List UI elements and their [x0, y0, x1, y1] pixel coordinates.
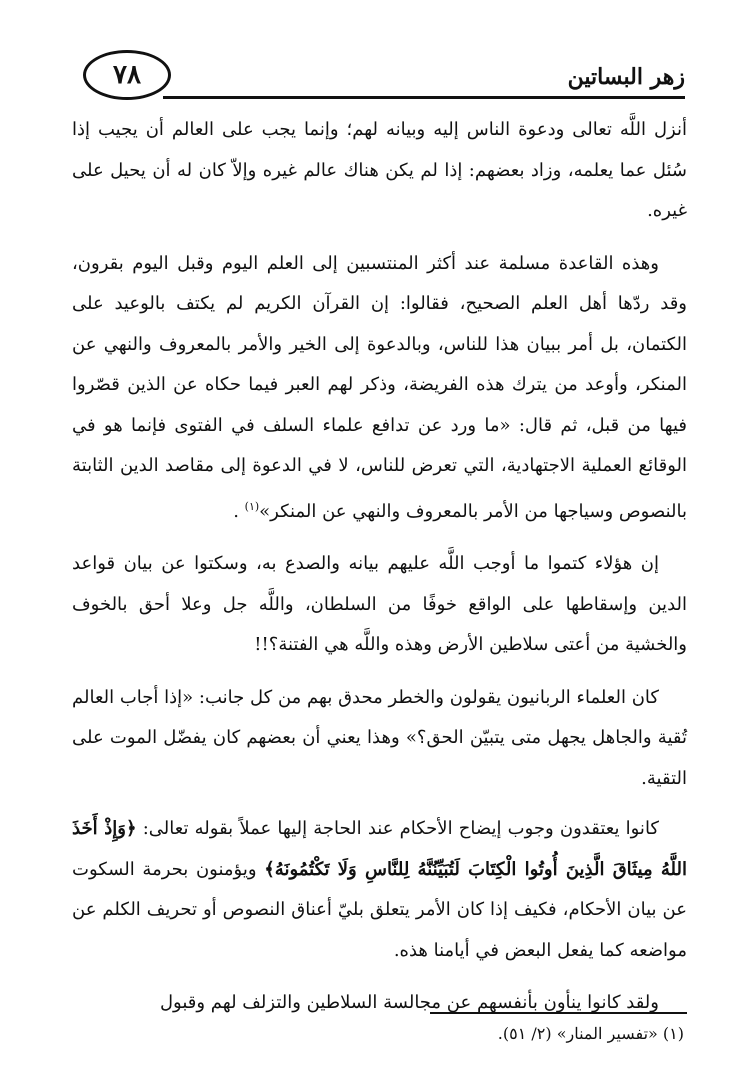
- footnote-separator: [430, 1012, 687, 1014]
- paragraph: [72, 544, 687, 666]
- paragraph: [72, 983, 687, 1024]
- paragraph-text: ولقد كانوا ينأون بأنفسهم عن مجالسة السلاطين والتزلف لهم وقبول: [159, 992, 659, 1013]
- body-text: [72, 110, 687, 1036]
- paragraph: [72, 809, 687, 971]
- footnote-reference: (١): [244, 499, 260, 513]
- paragraph: [72, 244, 687, 533]
- paragraph-text: أنزل اللَّه تعالى ودعوة الناس إليه وبيانه لهم؛ وإنما يجب على العالم أن يجيب إذا سُئل عما يعلمه، وزاد بعضهم: إذا لم يكن هناك عالم غيره وإلاّ كان له أن يحيل على غيره.: [72, 119, 688, 221]
- page-number: ٧٨: [83, 50, 171, 100]
- paragraph-text-continued: ويؤمنون بحرمة السكوت عن بيان الأحكام، فكيف إذا كان الأمر يتعلق بليّ أعناق النصوص أو تحريف الكلم عن مواضعه كما يفعل البعض في أيامنا هذه.: [72, 858, 687, 961]
- paragraph-text: كانوا يعتقدون وجوب إيضاح الأحكام عند الحاجة إليها عملاً بقوله تعالى:: [136, 818, 659, 839]
- page-header: [55, 50, 685, 100]
- paragraph: [72, 110, 687, 232]
- footnote: [69, 1020, 684, 1048]
- paragraph-text: إن هؤلاء كتموا ما أوجب اللَّه عليهم بيانه والصدع به، وسكتوا عن بيان قواعد الدين وإسقاطها على الواقع خوفًا من السلطان، واللَّه جل وعلا أحق بالخوف والخشية من أعتى سلاطين الأرض وهذه واللَّه هي الفتنة؟!!: [72, 553, 687, 655]
- paragraph-tail: .: [233, 500, 245, 522]
- paragraph: [72, 678, 687, 800]
- paragraph-text: كان العلماء الربانيون يقولون والخطر محدق بهم من كل جانب: «إذا أجاب العالم تُقية والجاهل يجهل متى يتبيّن الحق؟» وهذا يعني أن بعضهم كان يفضّل الموت على التقية.: [72, 686, 687, 789]
- header-rule: [163, 96, 685, 99]
- quran-verse: ﴿وَإِذْ أَخَذَ اللَّهُ مِيثَاقَ الَّذِينَ أُوتُوا الْكِتَابَ لَتُبَيِّنُنَّهُ لِلنَّاسِ وَلَا تَكْتُمُونَهُ﴾: [72, 818, 687, 880]
- footnote-text: (١) «تفسير المنار» (٢/ ٥١).: [497, 1024, 684, 1043]
- running-title: زهر البساتين: [567, 64, 685, 90]
- paragraph-text: وهذه القاعدة مسلمة عند أكثر المنتسبين إلى العلم اليوم وقبل اليوم بقرون، وقد ردّها أهل العلم الصحيح، فقالوا: إن القرآن الكريم لم يكتف بالوعيد على الكتمان، بل أمر ببيان هذا للناس، وبالدعوة إلى الخير والأمر بالمعروف والنهي عن المنكر، وأوعد من يترك هذه الفريضة، وذكر لهم العبر فيما حكاه عن الذين قصّروا فيها من قبل، ثم قال: «ما ورد عن تدافع علماء السلف في الفتوى فإنما هو في الوقائع العملية الاجتهادية، التي تعرض للناس، لا في الدعوة إلى مقاصد الدين الثابتة بالنصوص وسياجها من الأمر بالمعروف والنهي عن المنكر»: [72, 252, 687, 522]
